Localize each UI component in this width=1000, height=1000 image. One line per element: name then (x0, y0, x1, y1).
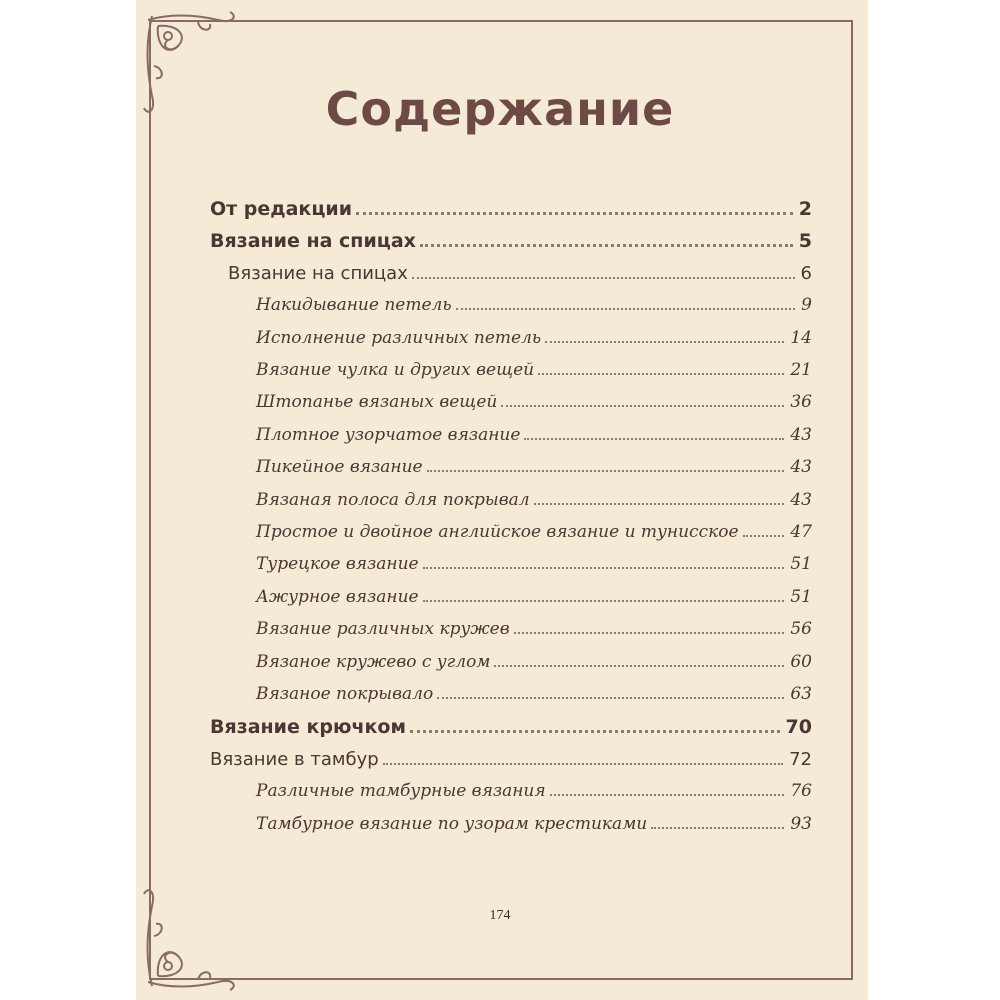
page-number: 174 (489, 908, 511, 923)
toc-entry (256, 781, 812, 813)
toc-entry-title: Пикейное вязание (256, 457, 423, 478)
toc-entry-title: Вязание чулка и других вещей (256, 360, 535, 380)
toc-entry (256, 684, 812, 716)
toc-entry-page: 14 (790, 327, 812, 348)
toc-entry (228, 263, 812, 295)
toc-leader-dots (534, 503, 785, 505)
toc-entry-title: Вязание различных кружев (256, 619, 510, 640)
toc-leader-dots (494, 665, 784, 667)
toc-entry-title: Различные тамбурные вязания (256, 781, 546, 802)
toc-entry-title: Вязание в тамбур (210, 748, 379, 770)
toc-entry-page: 43 (790, 424, 812, 445)
toc-leader-dots (423, 600, 785, 602)
toc-leader-dots (412, 277, 795, 279)
toc-entry-page: 93 (790, 813, 812, 834)
toc-entry-page: 43 (790, 457, 812, 478)
toc-entry-title: Вязание на спицах (210, 230, 416, 253)
toc-entry (256, 587, 812, 619)
toc-leader-dots (514, 632, 785, 634)
toc-entry (256, 490, 812, 522)
toc-entry (256, 425, 812, 457)
toc-entry-title: От редакции (210, 198, 353, 220)
toc-entry-title: Вязание крючком (210, 716, 406, 739)
toc-leader-dots (427, 470, 785, 472)
toc-entry-title: Вязаная полоса для покрывал (256, 489, 530, 510)
toc-leader-dots (423, 567, 785, 569)
toc-entry (256, 392, 812, 424)
toc-leader-dots (456, 308, 796, 310)
toc-entry-title: Вязание на спицах (228, 262, 408, 284)
toc-entry (256, 457, 812, 489)
toc-entry (210, 749, 812, 781)
toc-leader-dots (501, 405, 784, 407)
toc-entry-title: Штопанье вязаных вещей (256, 392, 498, 413)
toc-entry (256, 295, 812, 327)
toc-leader-dots (524, 438, 784, 440)
toc-entry-page: 2 (798, 198, 812, 220)
toc-entry-title: Исполнение различных петель (256, 327, 542, 348)
toc-leader-dots (743, 535, 785, 537)
toc-leader-dots (651, 827, 784, 829)
toc-entry-title: Вязаное кружево с углом (256, 651, 491, 672)
toc-entry (256, 328, 812, 360)
toc-entry-page: 63 (790, 684, 812, 704)
toc-leader-dots (420, 244, 793, 247)
toc-entry (256, 652, 812, 684)
toc-leader-dots (545, 341, 784, 343)
toc-leader-dots (383, 763, 783, 765)
toc-entry-page: 51 (790, 586, 812, 607)
toc-leader-dots (437, 697, 784, 699)
toc-entry-title: Плотное узорчатое вязание (256, 424, 521, 445)
toc-entry-page: 72 (789, 748, 812, 770)
toc-entry (256, 814, 812, 846)
toc-entry-page: 6 (800, 262, 812, 284)
toc-leader-dots (550, 794, 785, 796)
toc-entry (210, 716, 812, 748)
toc-leader-dots (538, 373, 784, 375)
toc-entry-page: 51 (790, 554, 812, 575)
toc-leader-dots (356, 212, 793, 215)
toc-entry (210, 230, 812, 262)
toc-entry-title: Ажурное вязание (256, 586, 419, 607)
toc-entry (210, 198, 812, 230)
toc-entry-page: 76 (790, 781, 812, 802)
toc-leader-dots (410, 730, 780, 733)
toc-entry-title: Вязаное покрывало (256, 684, 434, 704)
toc-entry (256, 554, 812, 586)
toc-entry-page: 36 (790, 392, 812, 413)
page-title: Содержание (325, 82, 675, 136)
toc-entry-page: 60 (790, 651, 812, 672)
toc-entry-title: Тамбурное вязание по узорам крестиками (256, 813, 648, 834)
toc-entry-title: Накидывание петель (256, 295, 452, 316)
toc-entry (256, 360, 812, 392)
toc-entry-title: Турецкое вязание (256, 554, 419, 575)
toc-entry-title: Простое и двойное английское вязание и тунисское (256, 522, 739, 542)
toc-entry-page: 5 (798, 230, 812, 253)
toc-entry-page: 21 (790, 360, 812, 380)
toc-entry-page: 56 (790, 619, 812, 640)
toc-entry-page: 47 (790, 522, 812, 542)
toc-entry (256, 619, 812, 651)
toc-entry-page: 70 (785, 716, 812, 739)
toc-entry-page: 9 (801, 295, 812, 316)
toc-entry (256, 522, 812, 554)
toc-entry-page: 43 (790, 489, 812, 510)
